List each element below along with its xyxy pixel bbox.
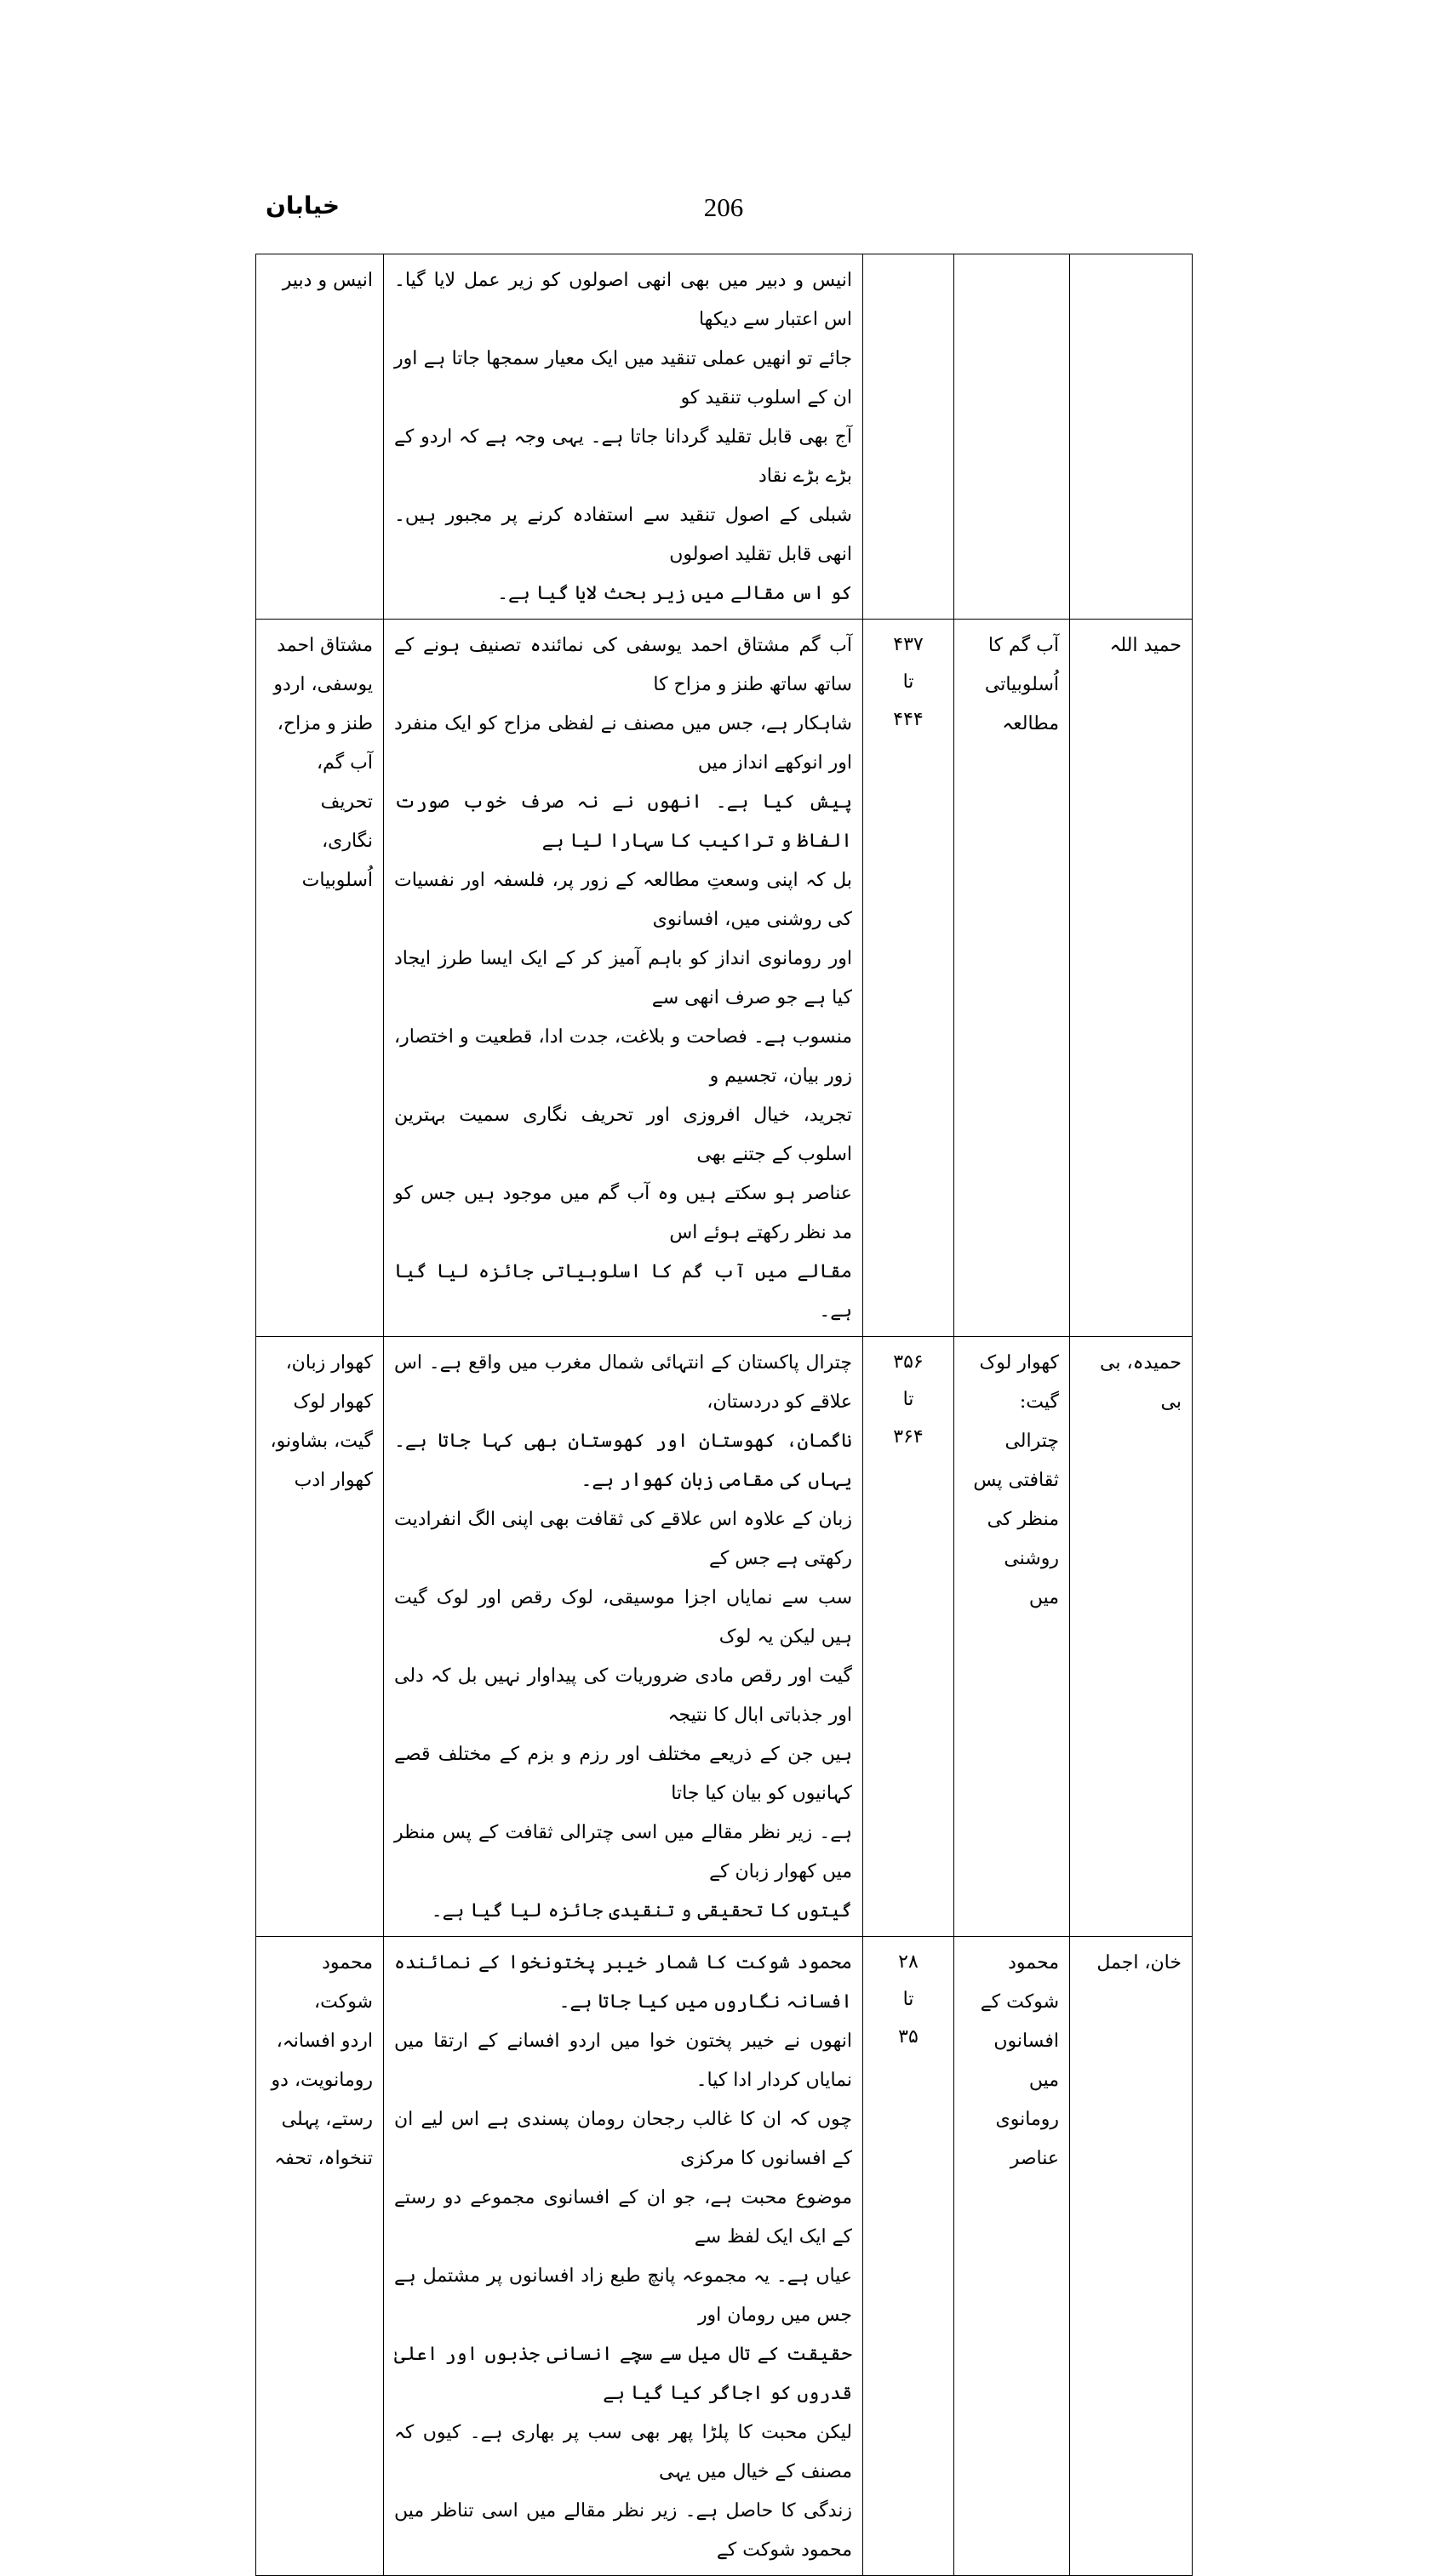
- table-row: [256, 254, 1193, 620]
- abstract-cell: [384, 1337, 863, 1937]
- page-range: [863, 1337, 953, 1461]
- page-to: ۴۴۴: [893, 709, 924, 730]
- page-to-word: تا: [902, 1989, 914, 2010]
- page-to: ۳۵: [898, 2026, 919, 2048]
- keywords-cell: [256, 254, 384, 620]
- page-to-word: تا: [902, 671, 914, 693]
- table-row: [256, 620, 1193, 1337]
- author-cell: [1070, 1337, 1193, 1937]
- abstract-cell: [384, 254, 863, 620]
- author-cell: [1070, 254, 1193, 620]
- page-to: ۳۶۴: [893, 1426, 924, 1448]
- page-range: [863, 620, 953, 744]
- author-name: حمیدہ، بی بی: [1100, 1352, 1182, 1413]
- table-row: [256, 1937, 1193, 2576]
- abstract-cell: [384, 1937, 863, 2576]
- page-to-word: تا: [902, 1389, 914, 1410]
- keywords-text: محمود شوکت، اردو افسانہ، رومانویت، دو رستے، پہلی تنخواہ، تحفہ: [271, 1952, 373, 2169]
- keywords-cell: [256, 1937, 384, 2576]
- article-index-table: [255, 254, 1193, 2576]
- table-row: [256, 1337, 1193, 1937]
- author-cell: [1070, 620, 1193, 1337]
- abstract-cell: [384, 620, 863, 1337]
- abstract-text: انیس و دبیر میں بھی انھی اصولوں کو زیر عمل لایا گیا۔ اس اعتبار سے دیکھا جائے تو انھیں عملی تنقید میں ایک معیار سمجھا جاتا ہے اور ان کے اسلوب تنقید کو آج بھی قابل تقلید گردانا جاتا ہے۔ یہی وجہ ہے کہ اردو کے بڑے بڑے نقاد شبلی کے اصول تنقید سے استفادہ کرنے پر مجبور ہیں۔ انھی قابل تقلید اصولوں کو اس مقالے میں زیر بحث لایا گیا ہے۔: [394, 270, 852, 604]
- title-cell: [954, 1937, 1070, 2576]
- article-title: محمود شوکت کے افسانوں میں رومانوی عناصر: [980, 1952, 1059, 2169]
- title-cell: [954, 1337, 1070, 1937]
- article-title: آب گم کا اُسلوبیاتی مطالعہ: [984, 635, 1059, 734]
- title-cell: [954, 254, 1070, 620]
- article-title: کھوار لوک گیت: چترالی ثقافتی پس منظر کی روشنی میں: [973, 1352, 1059, 1608]
- keywords-text: انیس و دبیر: [282, 270, 373, 291]
- pages-cell: [863, 1937, 954, 2576]
- title-cell: [954, 620, 1070, 1337]
- author-name: حمید اللہ: [1109, 635, 1182, 656]
- pages-cell: [863, 1337, 954, 1937]
- page-from: ۴۳۷: [893, 634, 924, 655]
- keywords-text: کھوار زبان، کھوار لوک گیت، بشاونو، کھوار ادب: [270, 1352, 373, 1491]
- page-from: ۲۸: [898, 1951, 919, 1973]
- page-number: 206: [703, 192, 744, 222]
- pages-cell: [863, 620, 954, 1337]
- keywords-cell: [256, 1337, 384, 1937]
- page-range: [863, 1937, 953, 2061]
- page-from: ۳۵۶: [893, 1351, 924, 1373]
- abstract-text: محمود شوکت کا شمار خیبر پختونخوا کے نمائندہ افسانہ نگاروں میں کیا جاتا ہے۔ انھوں نے خیبر پختون خوا میں اردو افسانے کے ارتقا میں نمایاں کردار ادا کیا۔ چوں کہ ان کا غالب رجحان رومان پسندی ہے اس لیے ان کے افسانوں کا مرکزی موضوع محبت ہے، جو ان کے افسانوی مجموعے دو رستے کے ایک ایک لفظ سے عیاں ہے۔ یہ مجموعہ پانچ طبع زاد افسانوں پر مشتمل ہے جس میں رومان اور حقیقت کے تال میل سے سچے انسانی جذبوں اور اعلیٰ قدروں کو اجاگر کیا گیا ہے لیکن محبت کا پلڑا پھر بھی سب پر بھاری ہے۔ کیوں کہ مصنف کے خیال میں یہی زندگی کا حاصل ہے۔ زیر نظر مقالے میں اسی تناظر میں محمود شوکت کے: [394, 1952, 852, 2561]
- author-name: [1070, 254, 1192, 266]
- abstract-text: آب گم مشتاق احمد یوسفی کی نمائندہ تصنیف ہونے کے ساتھ ساتھ طنز و مزاح کا شاہکار ہے، جس میں مصنف نے لفظی مزاح کو ایک منفرد اور انوکھے انداز میں پیش کیا ہے۔ انھوں نے نہ صرف خوب صورت الفاظ و تراکیب کا سہارا لیا ہے بل کہ اپنی وسعتِ مطالعہ کے زور پر، فلسفہ اور نفسیات کی روشنی میں، افسانوی اور رومانوی انداز کو باہم آمیز کر کے ایک ایسا طرز ایجاد کیا ہے جو صرف انھی سے منسوب ہے۔ فصاحت و بلاغت، جدت ادا، قطعیت و اختصار، زور بیان، تجسیم و تجرید، خیال افروزی اور تحریف نگاری سمیت بہترین اسلوب کے جتنے بھی عناصر ہو سکتے ہیں وہ آب گم میں موجود ہیں جس کو مد نظر رکھتے ہوئے اس مقالے میں آب گم کا اسلوبیاتی جائزہ لیا گیا ہے۔: [394, 635, 852, 1322]
- journal-name: خیابان: [266, 191, 341, 220]
- article-title: [954, 254, 1069, 266]
- keywords-cell: [256, 620, 384, 1337]
- keywords-text: مشتاق احمد یوسفی، اردو طنز و مزاح، آب گم، تحریف نگاری، اُسلوبیات: [273, 635, 373, 891]
- abstract-text: چترال پاکستان کے انتہائی شمال مغرب میں واقع ہے۔ اس علاقے کو دردستان، ناگمان، کھوستان اور کھوستان بھی کہا جاتا ہے۔ یہاں کی مقامی زبان کھوار ہے۔ زبان کے علاوہ اس علاقے کی ثقافت بھی اپنی الگ انفرادیت رکھتی ہے جس کے سب سے نمایاں اجزا موسیقی، لوک رقص اور لوک گیت ہیں لیکن یہ لوک گیت اور رقص مادی ضروریات کی پیداوار نہیں بل کہ دلی اور جذباتی ابال کا نتیجہ ہیں جن کے ذریعے مختلف اور رزم و بزم کے مختلف قصے کہانیوں کو بیان کیا جاتا ہے۔ زیر نظر مقالے میں اسی چترالی ثقافت کے پس منظر میں کھوار زبان کے گیتوں کا تحقیقی و تنقیدی جائزہ لیا گیا ہے۔: [394, 1352, 852, 1922]
- pages-cell: [863, 254, 954, 620]
- author-name: خان، اجمل: [1096, 1952, 1182, 1973]
- author-cell: [1070, 1937, 1193, 2576]
- page-range: [863, 254, 953, 266]
